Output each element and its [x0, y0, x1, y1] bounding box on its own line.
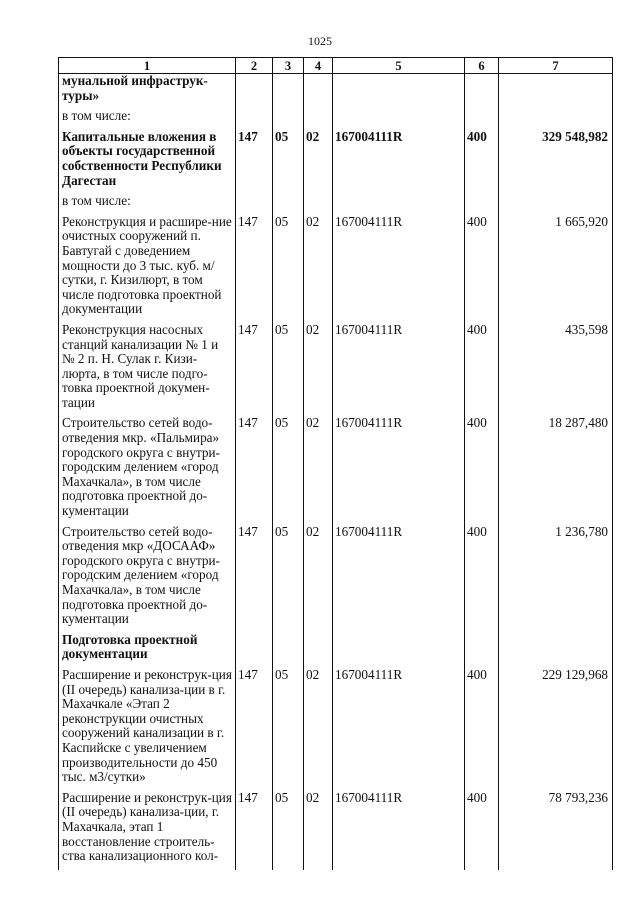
row-code-target-cell: 167004111R	[333, 668, 465, 791]
row-code-section-cell: 05	[273, 215, 304, 323]
row-code-section-cell	[273, 74, 304, 110]
row-code-subsection-cell: 02	[304, 668, 333, 791]
table-row	[59, 194, 613, 215]
row-code-admin-cell	[236, 109, 273, 130]
row-code-expense-cell: 400	[465, 525, 499, 633]
table-row	[59, 525, 613, 633]
row-code-admin-cell	[236, 194, 273, 215]
row-code-section-cell: 05	[273, 416, 304, 524]
row-code-expense-cell: 400	[465, 130, 499, 194]
column-header: 6	[465, 58, 499, 74]
row-name-cell: Расширение и реконструк-ция (II очередь) канализа-ции в г. Махачкале «Этап 2 реконструкции очистных сооружений канализации в г. Каспийске с увеличением производительности до 450 тыс. м3/сутки»	[59, 668, 236, 791]
row-code-admin-cell: 147	[236, 215, 273, 323]
row-code-section-cell	[273, 194, 304, 215]
table-row	[59, 416, 613, 524]
row-code-target-cell	[333, 194, 465, 215]
row-amount-cell	[499, 633, 613, 668]
row-code-admin-cell: 147	[236, 130, 273, 194]
row-code-expense-cell	[465, 74, 499, 110]
row-code-target-cell: 167004111R	[333, 323, 465, 417]
row-name-cell: Капитальные вложения в объекты государственной собственности Республики Дагестан	[59, 130, 236, 194]
row-code-section-cell	[273, 633, 304, 668]
row-name-cell: в том числе:	[59, 194, 236, 215]
row-code-target-cell: 167004111R	[333, 416, 465, 524]
budget-table	[58, 57, 613, 870]
row-code-section-cell: 05	[273, 668, 304, 791]
row-name-cell: Реконструкция и расшире-ние очистных сооружений п. Бавтугай с доведением мощности до 3 тыс. куб. м/сутки, г. Кизилюрт, в том числе подготовка проектной документации	[59, 215, 236, 323]
table-row	[59, 668, 613, 791]
row-name-cell: Строительство сетей водо-отведения мкр «ДОСААФ» городского округа с внутри-городским делением «город Махачкала», в том числе подготовка проектной до-кументации	[59, 525, 236, 633]
row-code-target-cell: 167004111R	[333, 525, 465, 633]
row-name-cell: мунальной инфраструк-туры»	[59, 74, 236, 110]
row-code-admin-cell: 147	[236, 416, 273, 524]
row-amount-cell: 18 287,480	[499, 416, 613, 524]
row-code-subsection-cell	[304, 109, 333, 130]
row-code-expense-cell: 400	[465, 791, 499, 870]
row-code-target-cell	[333, 74, 465, 110]
row-code-expense-cell: 400	[465, 668, 499, 791]
row-code-subsection-cell: 02	[304, 215, 333, 323]
row-name-cell: Расширение и реконструк-ция (II очередь) канализа-ции, г. Махачкала, этап 1 восстановление строитель-ства канализационного кол-	[59, 791, 236, 870]
row-code-subsection-cell: 02	[304, 323, 333, 417]
row-name-cell: в том числе:	[59, 109, 236, 130]
row-name-cell: Подготовка проектной документации	[59, 633, 236, 668]
row-code-admin-cell	[236, 74, 273, 110]
table-row	[59, 215, 613, 323]
row-code-admin-cell	[236, 633, 273, 668]
row-name-cell: Реконструкция насосных станций канализации № 1 и № 2 п. Н. Сулак г. Кизи-люрта, в том числе подго-товка проектной докумен-тации	[59, 323, 236, 417]
column-header: 2	[236, 58, 273, 74]
row-code-target-cell: 167004111R	[333, 215, 465, 323]
row-code-section-cell: 05	[273, 323, 304, 417]
row-code-expense-cell	[465, 109, 499, 130]
row-code-expense-cell: 400	[465, 416, 499, 524]
table-row	[59, 109, 613, 130]
row-code-subsection-cell	[304, 194, 333, 215]
table-row	[59, 633, 613, 668]
row-code-expense-cell: 400	[465, 215, 499, 323]
row-code-target-cell: 167004111R	[333, 791, 465, 870]
row-code-subsection-cell: 02	[304, 791, 333, 870]
row-code-subsection-cell	[304, 633, 333, 668]
row-code-section-cell: 05	[273, 525, 304, 633]
row-amount-cell: 1 236,780	[499, 525, 613, 633]
table-row	[59, 74, 613, 110]
column-header: 3	[273, 58, 304, 74]
page-number: 1025	[308, 34, 332, 48]
row-code-expense-cell: 400	[465, 323, 499, 417]
table-row	[59, 323, 613, 417]
row-code-section-cell: 05	[273, 130, 304, 194]
row-amount-cell: 229 129,968	[499, 668, 613, 791]
row-code-subsection-cell: 02	[304, 130, 333, 194]
row-code-expense-cell	[465, 194, 499, 215]
row-code-subsection-cell	[304, 74, 333, 110]
row-code-subsection-cell: 02	[304, 525, 333, 633]
row-code-section-cell	[273, 109, 304, 130]
row-name-cell: Строительство сетей водо-отведения мкр. «Пальмира» городского округа с внутри-городским делением «город Махачкала», в том числе подготовка проектной до-кументации	[59, 416, 236, 524]
row-code-expense-cell	[465, 633, 499, 668]
row-amount-cell: 329 548,982	[499, 130, 613, 194]
row-code-subsection-cell: 02	[304, 416, 333, 524]
column-header: 1	[59, 58, 236, 74]
row-code-target-cell	[333, 633, 465, 668]
table-row	[59, 791, 613, 870]
column-header: 5	[333, 58, 465, 74]
column-header: 4	[304, 58, 333, 74]
row-amount-cell	[499, 194, 613, 215]
table-row	[59, 130, 613, 194]
row-code-target-cell	[333, 109, 465, 130]
row-amount-cell: 1 665,920	[499, 215, 613, 323]
row-amount-cell: 435,598	[499, 323, 613, 417]
row-amount-cell	[499, 74, 613, 110]
row-code-admin-cell: 147	[236, 525, 273, 633]
row-amount-cell	[499, 109, 613, 130]
header-row	[59, 58, 613, 74]
row-amount-cell: 78 793,236	[499, 791, 613, 870]
row-code-target-cell: 167004111R	[333, 130, 465, 194]
row-code-admin-cell: 147	[236, 323, 273, 417]
row-code-admin-cell: 147	[236, 791, 273, 870]
row-code-admin-cell: 147	[236, 668, 273, 791]
row-code-section-cell: 05	[273, 791, 304, 870]
column-header: 7	[499, 58, 613, 74]
